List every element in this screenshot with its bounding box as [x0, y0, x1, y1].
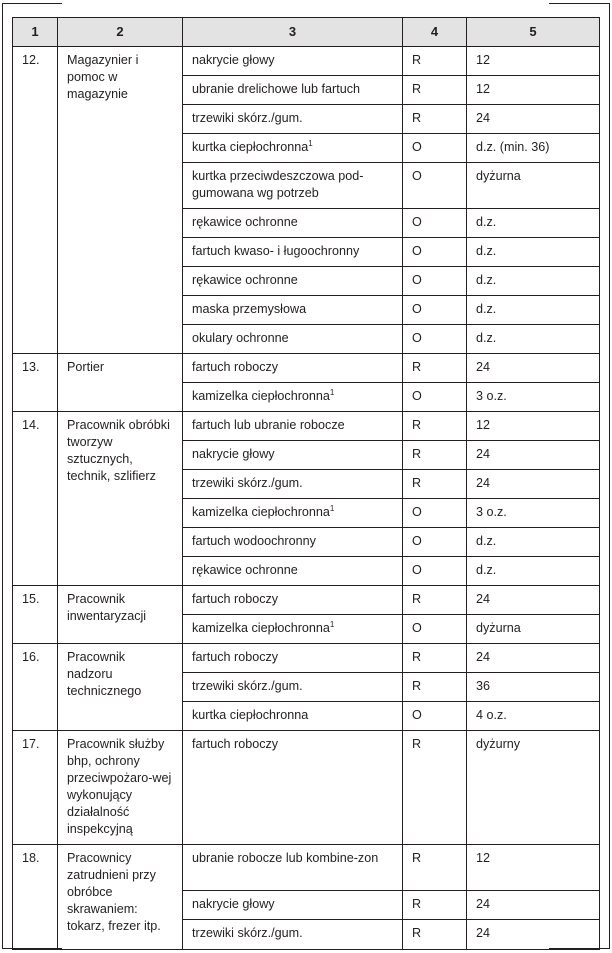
usage-period: d.z. [467, 325, 600, 354]
clothing-item [183, 702, 403, 731]
header-row [13, 18, 600, 47]
row-number: 14. [13, 412, 58, 586]
job-position: Pracownik obróbki tworzyw sztucznych, technik, szlifierz [58, 412, 183, 586]
clothing-item-name: nakrycie głowy [192, 53, 275, 67]
clothing-type: O [403, 702, 467, 731]
header-col-4: 4 [403, 18, 467, 47]
clothing-item [183, 644, 403, 673]
clothing-item-name: fartuch roboczy [192, 650, 279, 664]
usage-period: d.z. [467, 209, 600, 238]
clothing-item-name: kamizelka ciepłochronna [192, 389, 330, 403]
job-position: Portier [58, 354, 183, 412]
clothing-type: O [403, 557, 467, 586]
job-position: Pracownik nadzoru technicznego [58, 644, 183, 731]
clothing-type: R [403, 731, 467, 845]
table-row [13, 47, 600, 76]
usage-period: dyżurna [467, 615, 600, 644]
clothing-item [183, 845, 403, 891]
clothing-type: R [403, 76, 467, 105]
clothing-type: O [403, 267, 467, 296]
crop-mark-top-right-h [549, 3, 610, 4]
usage-period: 12 [467, 47, 600, 76]
clothing-item-name: maska przemysłowa [192, 302, 307, 316]
clothing-item-name: kurtka ciepłochronna [192, 140, 309, 154]
clothing-item-name: trzewiki skórz./gum. [192, 679, 303, 693]
usage-period: 24 [467, 920, 600, 950]
row-number: 16. [13, 644, 58, 731]
clothing-item [183, 296, 403, 325]
usage-period: dyżurna [467, 163, 600, 209]
usage-period: 3 o.z. [467, 383, 600, 412]
clothing-item [183, 163, 403, 209]
clothing-type: R [403, 354, 467, 383]
row-number: 15. [13, 586, 58, 644]
header-col-1: 1 [13, 18, 58, 47]
footnote-marker: 1 [329, 620, 335, 629]
clothing-type: R [403, 47, 467, 76]
clothing-item [183, 47, 403, 76]
clothing-type: R [403, 644, 467, 673]
row-number: 12. [13, 47, 58, 354]
clothing-item-name: rękawice ochronne [192, 563, 298, 577]
protective-clothing-table [12, 17, 600, 950]
usage-period: d.z. [467, 528, 600, 557]
job-position: Pracownik służby bhp, ochrony przeciwpożaro-wej wykonujący działalność inspekcyjną [58, 731, 183, 845]
usage-period: 12 [467, 412, 600, 441]
clothing-item [183, 238, 403, 267]
clothing-item [183, 499, 403, 528]
usage-period: dyżurny [467, 731, 600, 845]
row-number: 18. [13, 845, 58, 950]
table-row [13, 412, 600, 441]
clothing-item-name: kamizelka ciepłochronna [192, 505, 330, 519]
footnote-marker: 1 [329, 388, 335, 397]
clothing-type: R [403, 412, 467, 441]
clothing-item [183, 920, 403, 950]
clothing-item-name: kurtka ciepłochronna [192, 708, 309, 722]
crop-mark-top-left-h [2, 3, 62, 4]
usage-period: d.z. [467, 267, 600, 296]
job-position: Magazynier i pomoc w magazynie [58, 47, 183, 354]
table-row [13, 586, 600, 615]
clothing-type: R [403, 673, 467, 702]
clothing-item [183, 673, 403, 702]
clothing-item-name: trzewiki skórz./gum. [192, 926, 303, 940]
clothing-item [183, 470, 403, 499]
clothing-item [183, 134, 403, 163]
clothing-item-name: rękawice ochronne [192, 215, 298, 229]
clothing-item-name: kurtka przeciwdeszczowa pod-gumowana wg potrzeb [192, 169, 364, 200]
clothing-type: R [403, 586, 467, 615]
table-row [13, 845, 600, 891]
clothing-item [183, 557, 403, 586]
clothing-item-name: trzewiki skórz./gum. [192, 111, 303, 125]
clothing-item [183, 441, 403, 470]
clothing-type: R [403, 891, 467, 920]
table-body [13, 47, 600, 950]
clothing-item [183, 383, 403, 412]
crop-mark-left-v [2, 3, 3, 949]
clothing-item-name: fartuch wodoochronny [192, 534, 316, 548]
clothing-item [183, 325, 403, 354]
clothing-item [183, 528, 403, 557]
usage-period: d.z. [467, 238, 600, 267]
clothing-item [183, 586, 403, 615]
clothing-type: O [403, 209, 467, 238]
clothing-item-name: nakrycie głowy [192, 897, 275, 911]
row-number: 17. [13, 731, 58, 845]
clothing-item-name: okulary ochronne [192, 331, 289, 345]
usage-period: 24 [467, 644, 600, 673]
clothing-item [183, 615, 403, 644]
clothing-item-name: kamizelka ciepłochronna [192, 621, 330, 635]
clothing-type: O [403, 325, 467, 354]
clothing-item [183, 412, 403, 441]
clothing-item-name: ubranie robocze lub kombine-zon [192, 851, 379, 865]
clothing-type: R [403, 845, 467, 891]
usage-period: 24 [467, 470, 600, 499]
footnote-marker: 1 [329, 504, 335, 513]
usage-period: 36 [467, 673, 600, 702]
clothing-item [183, 891, 403, 920]
table-row [13, 731, 600, 845]
clothing-item [183, 354, 403, 383]
usage-period: 24 [467, 891, 600, 920]
usage-period: 24 [467, 586, 600, 615]
clothing-item-name: fartuch roboczy [192, 737, 279, 751]
header-col-5: 5 [467, 18, 600, 47]
clothing-type: O [403, 163, 467, 209]
clothing-item [183, 267, 403, 296]
row-number: 13. [13, 354, 58, 412]
clothing-type: R [403, 470, 467, 499]
job-position: Pracownik inwentaryzacji [58, 586, 183, 644]
usage-period: d.z. [467, 296, 600, 325]
clothing-type: O [403, 134, 467, 163]
usage-period: 3 o.z. [467, 499, 600, 528]
usage-period: d.z. [467, 557, 600, 586]
usage-period: 4 o.z. [467, 702, 600, 731]
usage-period: 24 [467, 354, 600, 383]
table-row [13, 644, 600, 673]
footnote-marker: 1 [308, 139, 313, 148]
table-row [13, 354, 600, 383]
job-position: Pracownicy zatrudnieni przy obróbce skrawaniem: tokarz, frezer itp. [58, 845, 183, 950]
header-col-2: 2 [58, 18, 183, 47]
usage-period: d.z. (min. 36) [467, 134, 600, 163]
clothing-type: O [403, 383, 467, 412]
clothing-type: R [403, 920, 467, 950]
clothing-type: R [403, 441, 467, 470]
clothing-type: O [403, 238, 467, 267]
clothing-item-name: fartuch kwaso- i ługoochronny [192, 244, 360, 258]
crop-mark-right-v [609, 3, 610, 949]
clothing-item-name: nakrycie głowy [192, 447, 275, 461]
clothing-item-name: fartuch lub ubranie robocze [192, 418, 345, 432]
clothing-item-name: trzewiki skórz./gum. [192, 476, 303, 490]
clothing-type: O [403, 528, 467, 557]
clothing-item [183, 76, 403, 105]
usage-period: 12 [467, 76, 600, 105]
clothing-item [183, 731, 403, 845]
usage-period: 24 [467, 441, 600, 470]
clothing-type: O [403, 296, 467, 325]
clothing-item-name: fartuch roboczy [192, 360, 279, 374]
clothing-item-name: fartuch roboczy [192, 592, 279, 606]
clothing-item [183, 209, 403, 238]
clothing-type: O [403, 615, 467, 644]
usage-period: 12 [467, 845, 600, 891]
clothing-item-name: rękawice ochronne [192, 273, 298, 287]
header-col-3: 3 [183, 18, 403, 47]
clothing-type: O [403, 499, 467, 528]
clothing-type: R [403, 105, 467, 134]
usage-period: 24 [467, 105, 600, 134]
clothing-item [183, 105, 403, 134]
clothing-item-name: ubranie drelichowe lub fartuch [192, 82, 361, 96]
